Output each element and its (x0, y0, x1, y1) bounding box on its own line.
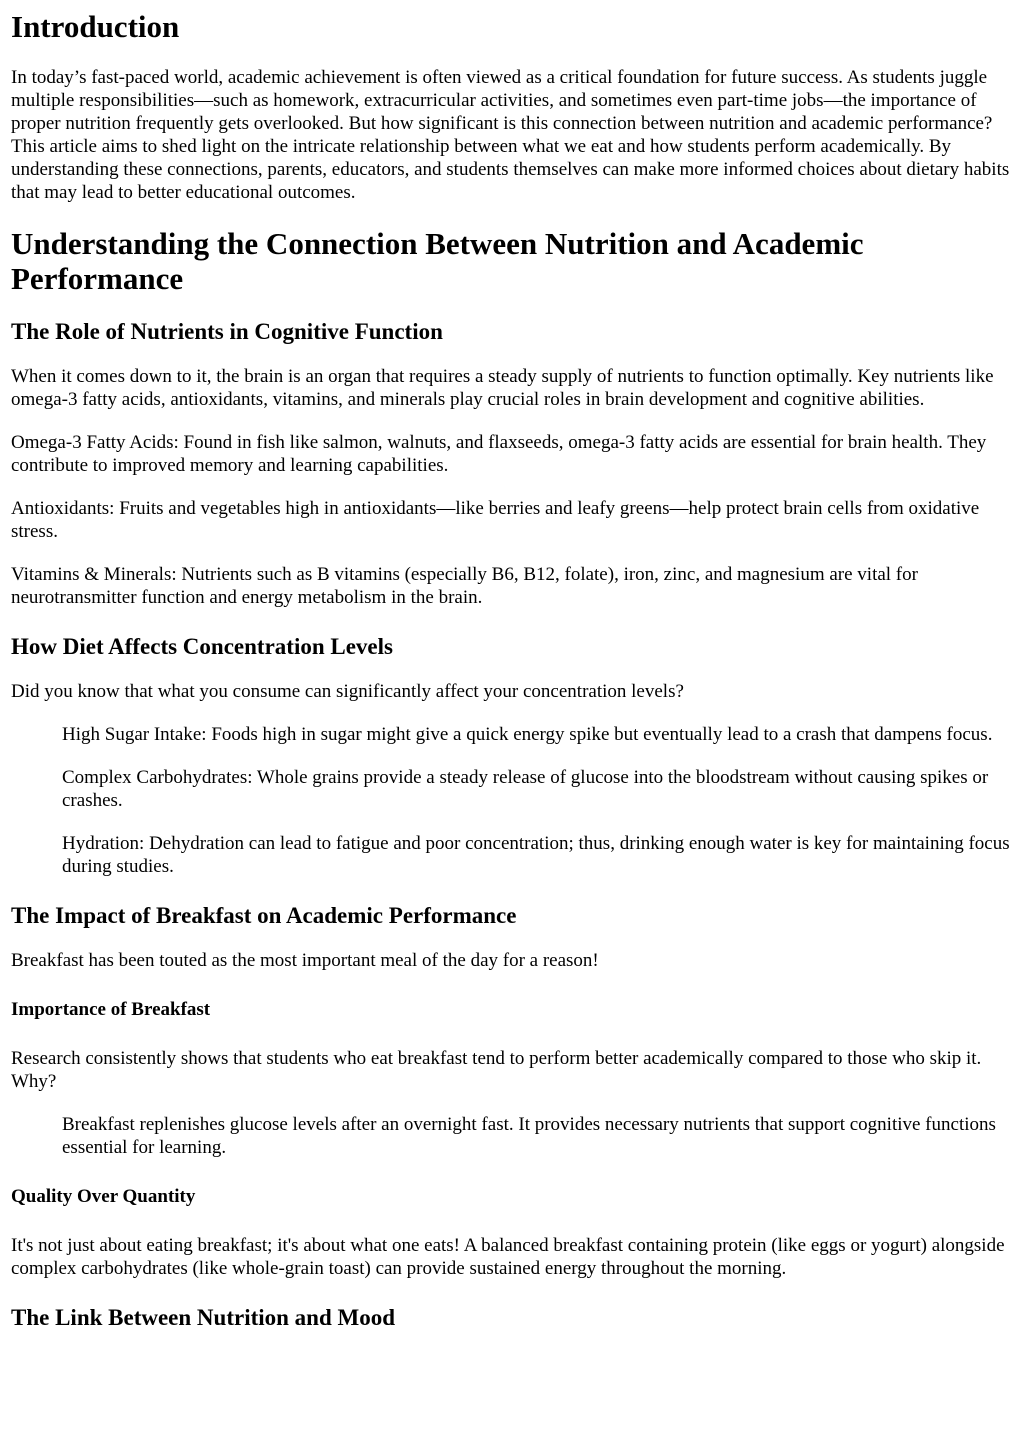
nutrients-paragraph: When it comes down to it, the brain is an organ that requires a steady supply of nutrients to function optimally. Key nutrients like omega-3 fatty acids, antioxidants, vitamins, and minerals play crucial roles in brain development and cognitive abilities. (11, 366, 994, 410)
importance-quote: Breakfast replenishes glucose levels after an overnight fast. It provides necessary nutrients that support cognitive functions essential for learning. (62, 1114, 996, 1158)
connection-heading: Understanding the Connection Between Nutrition and Academic Performance (11, 226, 864, 296)
intro-heading: Introduction (11, 9, 180, 44)
importance-heading: Importance of Breakfast (11, 999, 211, 1020)
concentration-quote-carbs: Complex Carbohydrates: Whole grains provide a steady release of glucose into the bloodstream without causing spikes or crashes. (62, 767, 989, 811)
nutrient-item-vitamins: Vitamins & Minerals: Nutrients such as B vitamins (especially B6, B12, folate), iron, zinc, and magnesium are vital for neurotransmitter function and energy metabolism in the brain. (11, 564, 918, 608)
nutrients-heading: The Role of Nutrients in Cognitive Function (11, 319, 443, 344)
importance-paragraph: Research consistently shows that students who eat breakfast tend to perform better academically compared to those who skip it. Why? (11, 1048, 982, 1092)
article (0, 9, 1024, 1331)
nutrient-item-antioxidants: Antioxidants: Fruits and vegetables high in antioxidants—like berries and leafy greens—help protect brain cells from oxidative stress. (11, 498, 980, 542)
mood-heading: The Link Between Nutrition and Mood (11, 1305, 396, 1330)
breakfast-heading: The Impact of Breakfast on Academic Performance (11, 903, 517, 928)
nutrient-item-omega3: Omega-3 Fatty Acids: Found in fish like salmon, walnuts, and flaxseeds, omega-3 fatty acids are essential for brain health. They contribute to improved memory and learning capabilities. (11, 432, 987, 476)
concentration-quote-hydration: Hydration: Dehydration can lead to fatigue and poor concentration; thus, drinking enough water is key for maintaining focus during studies. (62, 833, 1010, 877)
breakfast-paragraph: Breakfast has been touted as the most important meal of the day for a reason! (11, 950, 599, 971)
quality-heading: Quality Over Quantity (11, 1186, 196, 1207)
concentration-heading: How Diet Affects Concentration Levels (11, 634, 393, 659)
intro-paragraph: In today’s fast-paced world, academic achievement is often viewed as a critical foundation for future success. As students juggle multiple responsibilities—such as homework, extracurricular activities, and sometimes even part-time jobs—the importance of proper nutrition frequently gets overlooked. But how significant is this connection between nutrition and academic performance? This article aims to shed light on the intricate relationship between what we eat and how students perform academically. By understanding these connections, parents, educators, and students themselves can make more informed choices about dietary habits that may lead to better educational outcomes. (11, 67, 1010, 203)
concentration-paragraph: Did you know that what you consume can significantly affect your concentration levels? (11, 681, 684, 702)
quality-paragraph: It's not just about eating breakfast; it's about what one eats! A balanced breakfast containing protein (like eggs or yogurt) alongside complex carbohydrates (like whole-grain toast) can provide sustained energy throughout the morning. (11, 1235, 1005, 1279)
concentration-quote-sugar: High Sugar Intake: Foods high in sugar might give a quick energy spike but eventually lead to a crash that dampens focus. (62, 724, 993, 745)
